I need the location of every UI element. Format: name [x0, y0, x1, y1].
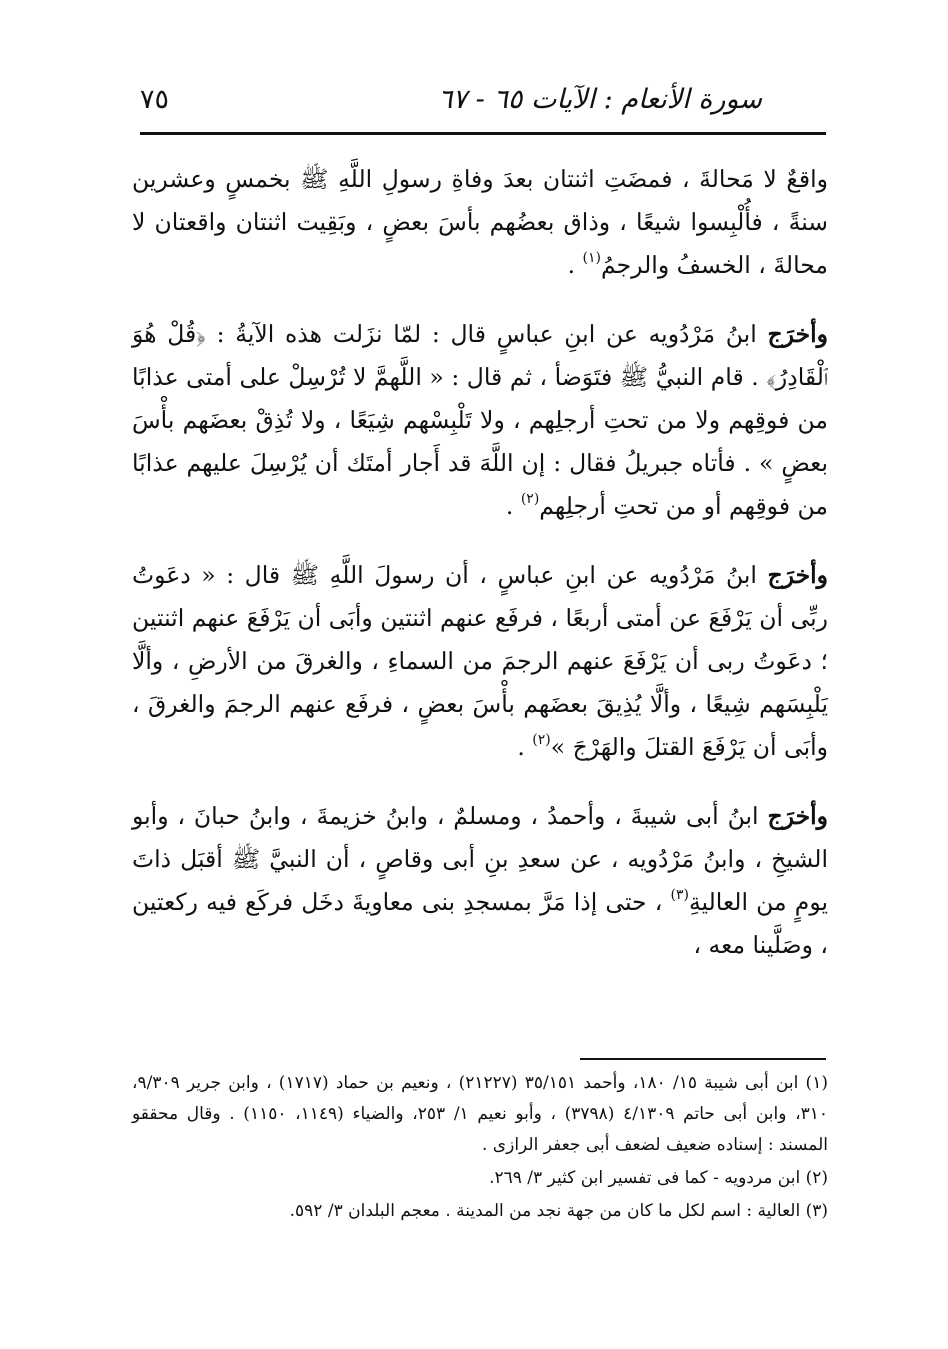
paragraph [132, 795, 828, 967]
paragraph-lead: وأخرَج [767, 561, 828, 589]
header-divider [140, 132, 826, 135]
paragraph-text: واقعٌ لا مَحالةَ ، فمضَتِ اثنتان بعدَ وفاةِ رسولِ اللَّهِ ﷺ بخمسٍ وعشرين سنةً ، فأُلْبِسوا شيعًا ، وذاق بعضُهم بأسَ بعضٍ ، وبَقِيت اثنتان واقعتان لا محالةَ ، الخسفُ والرجمُ [132, 165, 828, 279]
paragraph [132, 313, 828, 528]
paragraph-tail: . [567, 251, 583, 279]
footnotes [132, 1068, 828, 1229]
footnote: (١) ابن أبى شيبة ١٥/ ١٨٠، وأحمد ٣٥/١٥١ (٢١٢٢٧) ، ونعيم بن حماد (١٧١٧) ، وابن جرير ٩/٣٠٩، ٣١٠، وابن أبى حاتم ٤/١٣٠٩ (٣٧٩٨) ، وأبو نعيم ١/ ٢٥٣، والضياء (١١٤٩، ١١٥٠) . وقال محققو المسند : إسناده ضعيف لضعف أبى جعفر الرازى . [132, 1073, 828, 1155]
paragraph-tail: . [505, 492, 521, 520]
paragraph-text: ابنُ مَرْدُويه عن ابنِ عباسٍ قال : لمّا نزَلت هذه الآيةُ : ﴿قُلْ هُوَ ٱلْقَادِرُ﴾ . قام النبيُّ ﷺ فتَوَضأ ، ثم قال : « اللَّهمَّ لا تُرْسِلْ على أمتى عذابًا من فوقِهم ولا من تحتِ أرجلِهم ، ولا تَلْبِسْهم شِيَعًا ، ولا تُذِقْ بعضَهم بأْسَ بعضٍ » . فأتاه جبريلُ فقال : إن اللَّهَ قد أَجار أمتَك أن يُرْسِلَ عليهم عذابًا من فوقِهم أو من تحتِ أرجلِهم [132, 320, 828, 520]
running-header [140, 78, 826, 126]
paragraph [132, 158, 828, 287]
footnote-marker: (١) [582, 250, 601, 266]
paragraph [132, 554, 828, 769]
footnote-marker: (٢) [532, 732, 551, 748]
paragraph-lead: وأخرَج [767, 802, 828, 830]
running-title: سورة الأنعام : الآيات ٦٥ - ٦٧ [438, 84, 762, 115]
paragraph-lead: وأخرَج [767, 320, 828, 348]
main-text [132, 158, 828, 993]
footnote-divider [580, 1058, 826, 1060]
paragraph-text: ابنُ مَرْدُويه عن ابنِ عباسٍ ، أن رسولَ اللَّهِ ﷺ قال : « دعَوتُ ربِّى أن يَرْفَعَ عن أمتى أربعًا ، فرفَع عنهم اثنتين وأبَى أن يَرْفَعَ عنهم اثنتين ؛ دعَوتُ ربى أن يَرْفَعَ عنهم الرجمَ من السماءِ ، والغرقَ من الأرضِ ، وألَّا يَلْبِسَهم شِيعًا ، وألَّا يُذِيقَ بعضَهم بأْسَ بعضٍ ، فرفَع عنهم الرجمَ والغرقَ ، وأبَى أن يَرْفَعَ القتلَ والهَرْجَ » [132, 561, 828, 761]
footnote-marker: (٢) [520, 491, 540, 507]
footnote: (٣) العالية : اسم لكل ما كان من جهة نجد من المدينة . معجم البلدان ٣/ ٥٩٢. [289, 1201, 828, 1221]
footnote: (٢) ابن مردويه - كما فى تفسير ابن كثير ٣/ ٢٦٩. [489, 1168, 828, 1188]
page-number: ٧٥ [140, 84, 170, 115]
paragraph-tail: ، حتى إذا مَرَّ بمسجدِ بنى معاويةَ دخَل فركَع فيه ركعتين ، وصَلَّينا معه ، [132, 888, 828, 959]
paragraph-tail: . [517, 733, 533, 761]
paragraph-text: ابنُ أبى شيبةَ ، وأحمدُ ، ومسلمٌ ، وابنُ خزيمةَ ، وابنُ حبانَ ، وأبو الشيخِ ، وابنُ مَرْدُويه ، عن سعدِ بنِ أبى وقاصٍ ، أن النبيَّ ﷺ أقبَل ذاتَ يومٍ من العاليةِ [132, 802, 828, 916]
footnote-marker: (٣) [670, 887, 689, 903]
